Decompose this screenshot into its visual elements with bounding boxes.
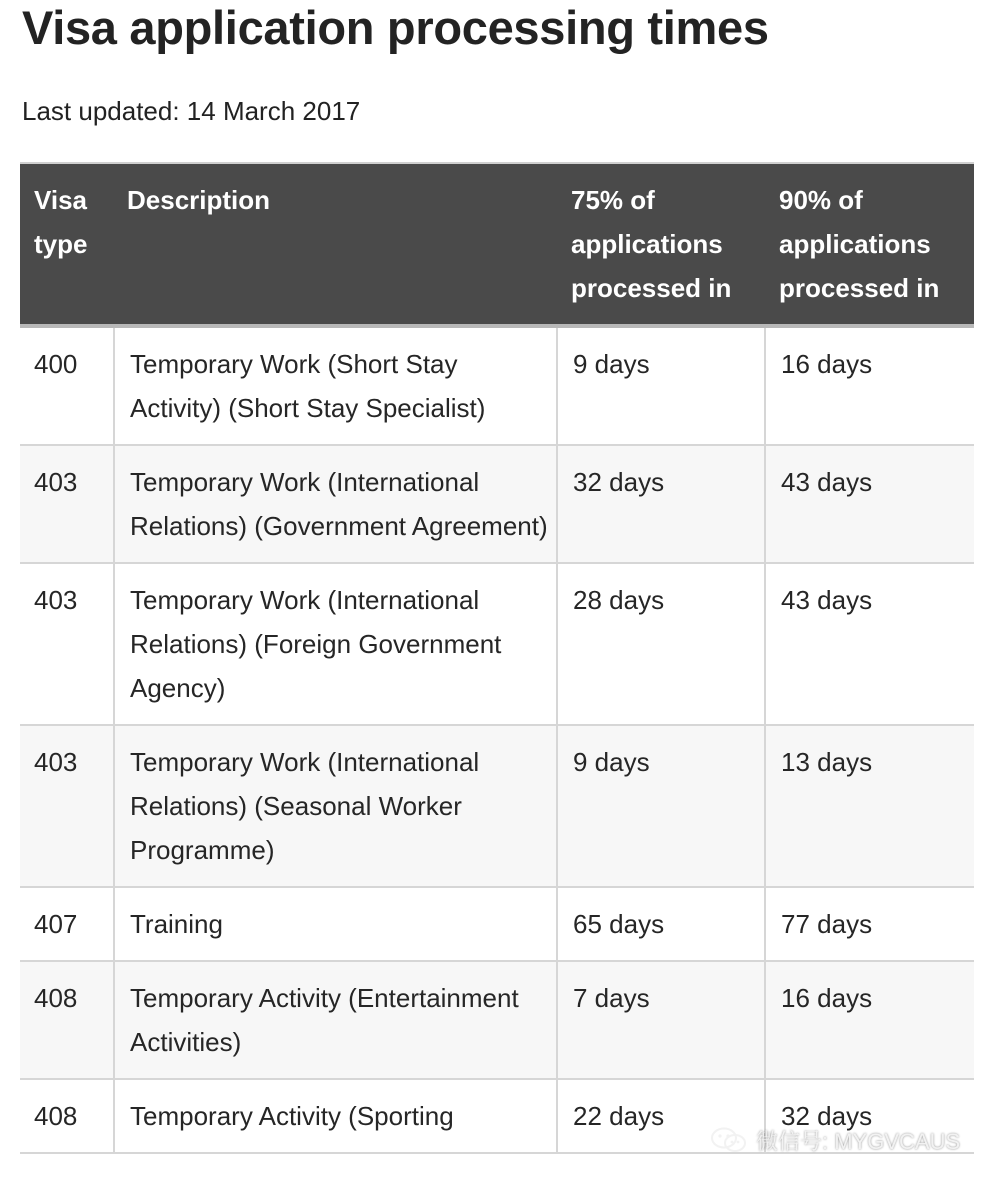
cell-visa-type: 403 (20, 445, 114, 563)
cell-visa-type: 408 (20, 961, 114, 1079)
cell-75-percent: 9 days (557, 725, 765, 887)
cell-90-percent: 77 days (765, 887, 974, 961)
table-row (20, 961, 974, 1079)
cell-75-percent: 65 days (557, 887, 765, 961)
cell-description: Temporary Work (International Relations) (Government Agreement) (114, 445, 557, 563)
table-row (20, 445, 974, 563)
cell-description: Temporary Work (International Relations) (Seasonal Worker Programme) (114, 725, 557, 887)
cell-visa-type: 407 (20, 887, 114, 961)
cell-visa-type: 403 (20, 563, 114, 725)
cell-90-percent: 43 days (765, 563, 974, 725)
cell-description: Temporary Activity (Sporting (114, 1079, 557, 1153)
watermark-text: 微信号: MYGVCAUS (756, 1128, 961, 1154)
cell-description: Training (114, 887, 557, 961)
cell-description: Temporary Work (International Relations) (Foreign Government Agency) (114, 563, 557, 725)
cell-75-percent: 32 days (557, 445, 765, 563)
table-row (20, 563, 974, 725)
table-body (20, 326, 974, 1153)
processing-times-table (20, 162, 974, 1154)
cell-description: Temporary Work (Short Stay Activity) (Short Stay Specialist) (114, 326, 557, 445)
page-title: Visa application processing times (22, 1, 769, 54)
cell-90-percent: 13 days (765, 725, 974, 887)
header-75-percent: 75% of applications processed in (557, 163, 765, 326)
header-visa-type: Visa type (20, 163, 114, 326)
processing-times-table-container (20, 162, 974, 1154)
table-row (20, 326, 974, 445)
cell-75-percent: 9 days (557, 326, 765, 445)
header-90-percent: 90% of applications processed in (765, 163, 974, 326)
cell-90-percent: 16 days (765, 961, 974, 1079)
cell-visa-type: 403 (20, 725, 114, 887)
cell-75-percent: 28 days (557, 563, 765, 725)
cell-90-percent: 32 days (765, 1079, 974, 1153)
cell-visa-type: 408 (20, 1079, 114, 1153)
cell-visa-type: 400 (20, 326, 114, 445)
cell-75-percent: 7 days (557, 961, 765, 1079)
wechat-icon (710, 1126, 748, 1154)
cell-75-percent: 22 days (557, 1079, 765, 1153)
cell-90-percent: 16 days (765, 326, 974, 445)
table-header (20, 163, 974, 326)
table-row (20, 887, 974, 961)
cell-description: Temporary Activity (Entertainment Activities) (114, 961, 557, 1079)
header-row (20, 163, 974, 326)
watermark (710, 1124, 960, 1156)
cell-90-percent: 43 days (765, 445, 974, 563)
last-updated: Last updated: 14 March 2017 (22, 96, 361, 126)
header-description: Description (114, 163, 557, 326)
table-row (20, 725, 974, 887)
